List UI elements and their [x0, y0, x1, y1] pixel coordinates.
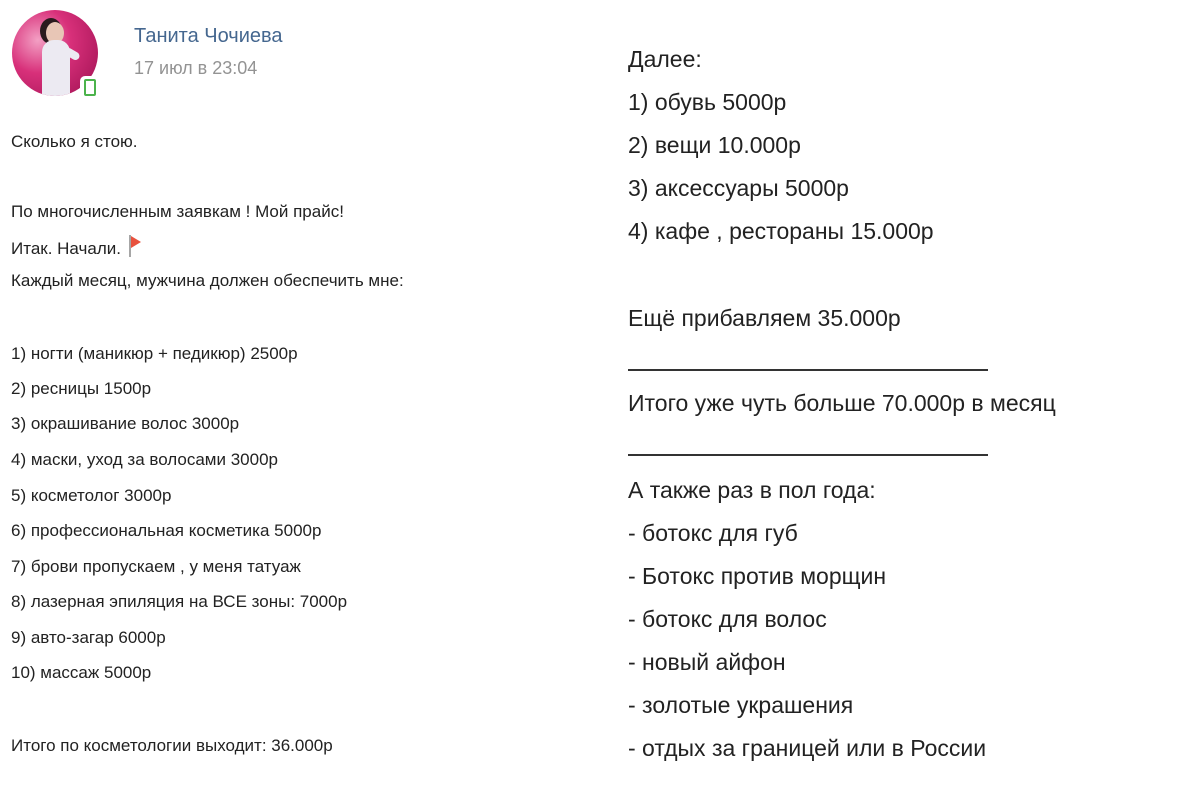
divider: [628, 454, 988, 456]
post-title: Сколько я стою.: [11, 132, 138, 151]
list-item: - отдых за границей или в России: [628, 735, 987, 761]
list-item: 9) авто-загар 6000р: [11, 628, 166, 647]
divider: [628, 369, 988, 371]
list-item: - ботокс для губ: [628, 520, 798, 546]
monthly-total-line: Итого уже чуть больше 70.000р в месяц: [628, 390, 1056, 416]
intro-line-2-text: Итак. Начали.: [11, 239, 121, 258]
list-item: 2) вещи 10.000р: [628, 132, 801, 158]
list-item: 4) кафе , рестораны 15.000р: [628, 218, 934, 244]
mobile-phone-icon: [84, 79, 96, 96]
cosmetology-total: Итого по косметологии выходит: 36.000р: [11, 736, 333, 755]
list-item: 2) ресницы 1500р: [11, 379, 152, 398]
list-item: 1) ногти (маникюр + педикюр) 2500р: [11, 344, 298, 363]
list-item: 6) профессиональная косметика 5000р: [11, 521, 322, 540]
list-item: - ботокс для волос: [628, 606, 827, 632]
list-item: 3) аксессуары 5000р: [628, 175, 849, 201]
mobile-online-badge: [80, 76, 98, 98]
post-date-link[interactable]: 17 июл в 23:04: [134, 58, 258, 78]
intro-line-3: Каждый месяц, мужчина должен обеспечить мне:: [11, 271, 404, 290]
post-right-panel: [610, 0, 1200, 800]
list-item: 3) окрашивание волос 3000р: [11, 414, 240, 433]
add-amount-line: Ещё прибавляем 35.000р: [628, 305, 901, 331]
list-item: - новый айфон: [628, 649, 786, 675]
list-item: 1) обувь 5000р: [628, 89, 787, 115]
list-item: - золотые украшения: [628, 692, 854, 718]
next-heading: Далее:: [628, 46, 702, 72]
list-item: 7) брови пропускаем , у меня татуаж: [11, 557, 301, 576]
intro-line-1: По многочисленным заявкам ! Мой прайс!: [11, 202, 344, 221]
post-header: [10, 8, 510, 103]
half-year-heading: А также раз в пол года:: [628, 477, 876, 503]
author-name-link[interactable]: Танита Чочиева: [134, 25, 283, 47]
list-item: 5) косметолог 3000р: [11, 486, 172, 505]
list-item: - Ботокс против морщин: [628, 563, 887, 589]
list-item: 10) массаж 5000р: [11, 663, 152, 682]
list-item: 8) лазерная эпиляция на ВСЕ зоны: 7000р: [11, 592, 348, 611]
intro-line-2: [11, 235, 141, 260]
list-item: 4) маски, уход за волосами 3000р: [11, 450, 278, 469]
red-flag-icon: [127, 235, 141, 257]
